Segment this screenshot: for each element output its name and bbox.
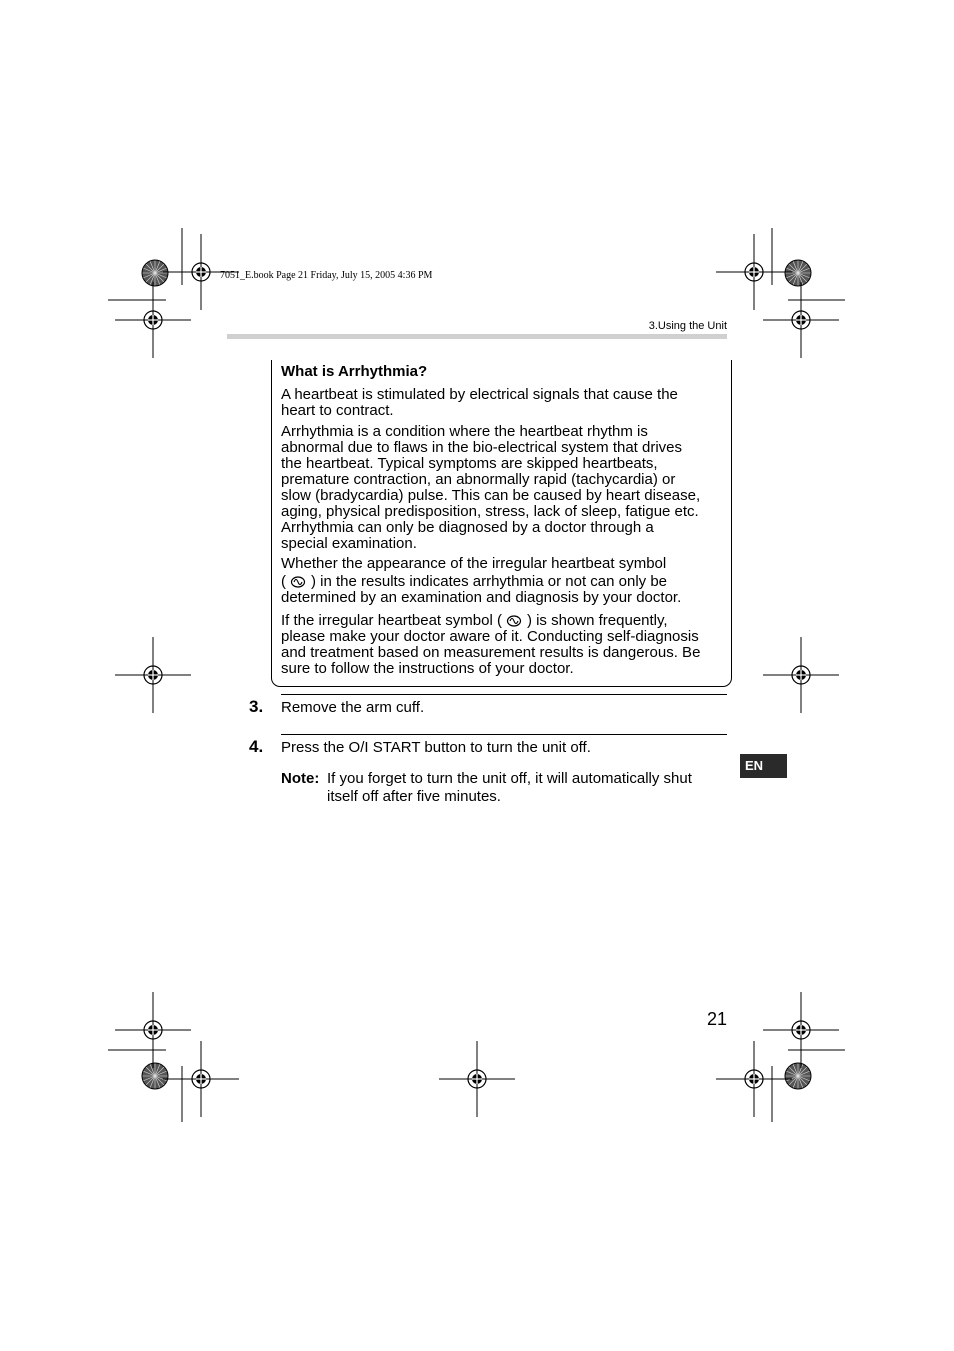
crop-color-wheel-icon <box>785 260 811 286</box>
running-head: 3.Using the Unit <box>648 320 727 332</box>
text-line: aging, physical predisposition, stress, lack of sleep, fatigue etc. <box>281 503 699 520</box>
text-line: slow (bradycardia) pulse. This can be caused by heart disease, <box>281 487 701 504</box>
registration-mark-icon <box>716 234 792 310</box>
language-tab: EN <box>740 754 787 778</box>
text-fragment: ) is shown frequently, <box>526 612 668 629</box>
step-text: Remove the arm cuff. <box>281 699 425 716</box>
box-title: What is Arrhythmia? <box>281 363 428 380</box>
text-line: A heartbeat is stimulated by electrical signals that cause the <box>281 386 678 403</box>
registration-mark-icon <box>763 637 839 713</box>
box-paragraph-2 <box>281 424 726 552</box>
text-line: and treatment based on measurement results is dangerous. Be <box>281 644 701 661</box>
text-fragment: ( <box>281 573 286 590</box>
text-line: If you forget to turn the unit off, it will automatically shut <box>327 770 692 787</box>
irregular-heartbeat-icon <box>506 614 523 627</box>
note-label: Note: <box>281 770 320 787</box>
text-fragment: ) in the results indicates arrhythmia or not can only be <box>311 573 668 590</box>
registration-mark-icon <box>115 992 191 1068</box>
text-line: Arrhythmia is a condition where the heartbeat rhythm is <box>281 423 648 440</box>
step-divider <box>281 694 727 695</box>
registration-mark-icon <box>115 282 191 358</box>
text-line <box>281 613 726 629</box>
note-body <box>327 770 727 806</box>
irregular-heartbeat-icon <box>290 575 307 588</box>
text-fragment: If the irregular heartbeat symbol ( <box>281 612 502 629</box>
crop-color-wheel-icon <box>142 1063 168 1089</box>
crop-color-wheel-icon <box>142 260 168 286</box>
text-line: Arrhythmia can only be diagnosed by a doctor through a <box>281 519 654 536</box>
registration-mark-icon <box>439 1041 515 1117</box>
page-number: 21 <box>706 1009 727 1029</box>
text-line: the heartbeat. Typical symptoms are skipped heartbeats, <box>281 455 658 472</box>
text-line: abnormal due to flaws in the bio-electrical system that drives <box>281 439 683 456</box>
step-number: 4. <box>249 737 264 756</box>
text-line: heart to contract. <box>281 402 394 419</box>
registration-mark-icon <box>115 637 191 713</box>
text-line <box>281 574 726 590</box>
text-line: Whether the appearance of the irregular heartbeat symbol <box>281 555 667 572</box>
text-line: sure to follow the instructions of your doctor. <box>281 660 574 677</box>
print-header: 7051_E.book Page 21 Friday, July 15, 2005 4:36 PM <box>220 270 433 281</box>
registration-mark-icon <box>763 282 839 358</box>
step-divider <box>281 734 727 735</box>
text-line: itself off after five minutes. <box>327 788 501 805</box>
text-line: determined by an examination and diagnosis by your doctor. <box>281 589 682 606</box>
header-bar <box>227 334 727 339</box>
step-text: Press the O/I START button to turn the unit off. <box>281 739 591 756</box>
registration-mark-icon <box>716 1041 792 1117</box>
text-line: premature contraction, an abnormally rapid (tachycardia) or <box>281 471 676 488</box>
crop-color-wheel-icon <box>785 1063 811 1089</box>
text-line: please make your doctor aware of it. Conducting self-diagnosis <box>281 628 699 645</box>
registration-mark-icon <box>763 992 839 1068</box>
box-paragraph-4 <box>281 613 726 677</box>
box-paragraph-3 <box>281 556 726 606</box>
step-number: 3. <box>249 697 264 716</box>
box-paragraph-1 <box>281 387 726 419</box>
text-line: special examination. <box>281 535 417 552</box>
registration-mark-icon <box>163 1041 239 1117</box>
